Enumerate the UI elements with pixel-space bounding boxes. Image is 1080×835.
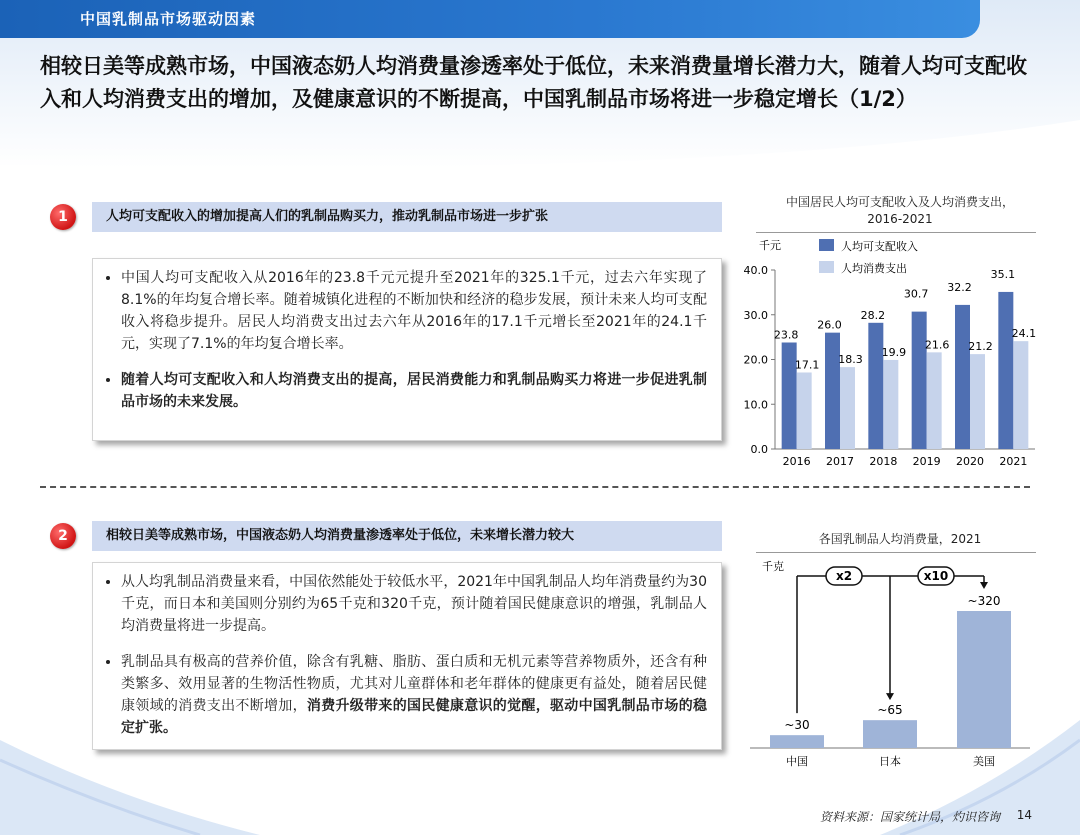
section-1-heading: 人均可支配收入的增加提高人们的乳制品购买力，推动乳制品市场进一步扩张 [92, 202, 722, 232]
chart-2-bar-美国 [957, 611, 1011, 748]
chart-1-y-tick-label: 10.0 [743, 398, 768, 412]
section-title: 中国乳制品市场驱动因素 [80, 10, 257, 28]
section-2-badge: 2 [50, 523, 76, 549]
chart-1-bar-spending-2016 [797, 372, 812, 449]
chart-1-value-label: 28.2 [860, 308, 886, 322]
chart-1-legend-swatch-1 [819, 239, 834, 251]
chart-2-x-tick-label: 中国 [786, 755, 808, 768]
chart-1-bar-income-2018 [868, 323, 883, 449]
chart-1-y-tick-label: 20.0 [743, 353, 768, 367]
footer-source: 资料来源：国家统计局，灼识咨询 [819, 810, 1000, 824]
chart-1-title-line-1: 中国居民人均可支配收入及人均消费支出， [785, 195, 1014, 209]
chart-1-value-label: 24.1 [1011, 327, 1037, 341]
chart-2-bar-中国 [770, 735, 824, 748]
chart-1-x-tick-label: 2019 [912, 455, 941, 468]
chart-1-value-label: 30.7 [903, 287, 929, 301]
chart-1-legend-label-2: 人均消费支出 [841, 262, 907, 275]
section-1-badge: 1 [50, 204, 76, 230]
chart-2-title: 各国乳制品人均消费量，2021 [818, 532, 982, 546]
section-2-bullet-2-bold: 消费升级带来的国民健康意识的觉醒，驱动中国乳制品市场的稳定扩张。 [121, 698, 708, 736]
chart-1-y-tick-label: 0.0 [750, 443, 768, 456]
chart-1-title [740, 194, 1060, 228]
chart-2-value-label: ~65 [877, 703, 903, 718]
chart-1-bar-spending-2018 [883, 360, 898, 449]
chart-1-x-tick-label: 2021 [999, 455, 1028, 468]
chart-1-value-label: 32.2 [947, 280, 972, 294]
chart-2 [740, 555, 1040, 775]
section-2-text-box [92, 562, 722, 750]
chart-2-annotation-label: x2 [835, 569, 853, 583]
page-number: 14 [1016, 808, 1032, 822]
chart-1-value-label: 26.0 [817, 318, 842, 332]
chart-1-bar-spending-2021 [1013, 341, 1028, 449]
chart-1-value-label: 17.1 [794, 358, 820, 372]
chart-1-bar-income-2019 [912, 312, 927, 449]
chart-1-bar-income-2021 [998, 292, 1013, 449]
chart-1 [735, 232, 1045, 472]
chart-1-y-tick-label: 30.0 [743, 308, 768, 322]
chart-2-arrow-head [980, 582, 988, 589]
chart-1-x-tick-label: 2020 [956, 455, 984, 468]
chart-2-bar-日本 [863, 720, 917, 748]
chart-1-value-label: 21.6 [924, 338, 950, 352]
chart-1-bar-spending-2020 [970, 354, 985, 449]
section-2-bullet-1: • 从人均乳制品消费量来看，中国依然能处于较低水平，2021年中国乳制品人均年消费量约为30千克，而日本和美国则分别约为65千克和320千克，预计随着国民健康意识的增强，乳制品人均消费量将进一步提高。 [121, 571, 707, 637]
chart-1-value-label: 19.9 [881, 345, 907, 359]
chart-1-x-tick-label: 2016 [782, 455, 811, 468]
chart-2-y-unit: 千克 [762, 560, 784, 573]
chart-2-x-tick-label: 美国 [973, 755, 995, 768]
section-2-bullet-2 [121, 651, 707, 739]
chart-2-arrow-head [886, 693, 894, 700]
chart-1-value-label: 21.2 [968, 340, 993, 354]
chart-1-legend-label-1: 人均可支配收入 [841, 240, 918, 253]
section-divider [40, 486, 1030, 488]
chart-1-value-label: 23.8 [773, 328, 799, 342]
section-1-bullet-1: • 中国人均可支配收入从2016年的23.8千元元提升至2021年的325.1千元，过去六年实现了8.1%的年均复合增长率。随着城镇化进程的不断加快和经济的稳步发展，预计未来人均可支配收入将稳步提升。居民人均消费支出过去六年从2016年的17.1千元增长至2021年的24.1千元，实现了7.1%的年均复合增长率。 [121, 267, 707, 355]
section-2-bullet-2-text: 乳制品具有极高的营养价值，除含有乳糖、脂肪、蛋白质和无机元素等营养物质外，还含有种类繁多、效用显著的生物活性物质，尤其对儿童群体和老年群体的健康更有益处，随着居民健康领域的消费支出不断增加， [121, 654, 707, 714]
chart-2-annotation-label: x10 [923, 569, 949, 583]
section-1-text-box [92, 258, 722, 441]
chart-2-value-label: ~30 [784, 718, 810, 733]
chart-2-x-tick-label: 日本 [879, 755, 901, 768]
section-1-bullet-2: • 随着人均可支配收入和人均消费支出的提高，居民消费能力和乳制品购买力将进一步促进乳制品市场的未来发展。 [121, 369, 707, 413]
chart-1-y-tick-label: 40.0 [743, 264, 768, 277]
chart-1-x-tick-label: 2017 [826, 455, 854, 468]
chart-1-legend-swatch-2 [819, 261, 834, 273]
chart-1-bar-income-2017 [825, 333, 840, 449]
chart-2-value-label: ~320 [967, 594, 1001, 608]
chart-2-title-rule [756, 552, 1036, 553]
chart-1-value-label: 18.3 [838, 353, 863, 367]
chart-1-bar-income-2020 [955, 305, 970, 449]
chart-1-y-unit: 千元 [759, 239, 781, 252]
chart-1-x-tick-label: 2018 [869, 455, 898, 468]
chart-1-bar-spending-2019 [927, 352, 942, 449]
chart-1-value-label: 35.1 [990, 267, 1016, 281]
chart-1-bar-spending-2017 [840, 367, 855, 449]
section-2-heading: 相较日美等成熟市场，中国液态奶人均消费量渗透率处于低位，未来增长潜力较大 [92, 521, 722, 551]
page-title: 相较日美等成熟市场，中国液态奶人均消费量渗透率处于低位，未来消费量增长潜力大，随着人均可支配收入和人均消费支出的增加，及健康意识的不断提高，中国乳制品市场将进一步稳定增长（1/2） [40, 54, 1027, 111]
chart-1-title-line-2: 2016-2021 [867, 212, 933, 226]
